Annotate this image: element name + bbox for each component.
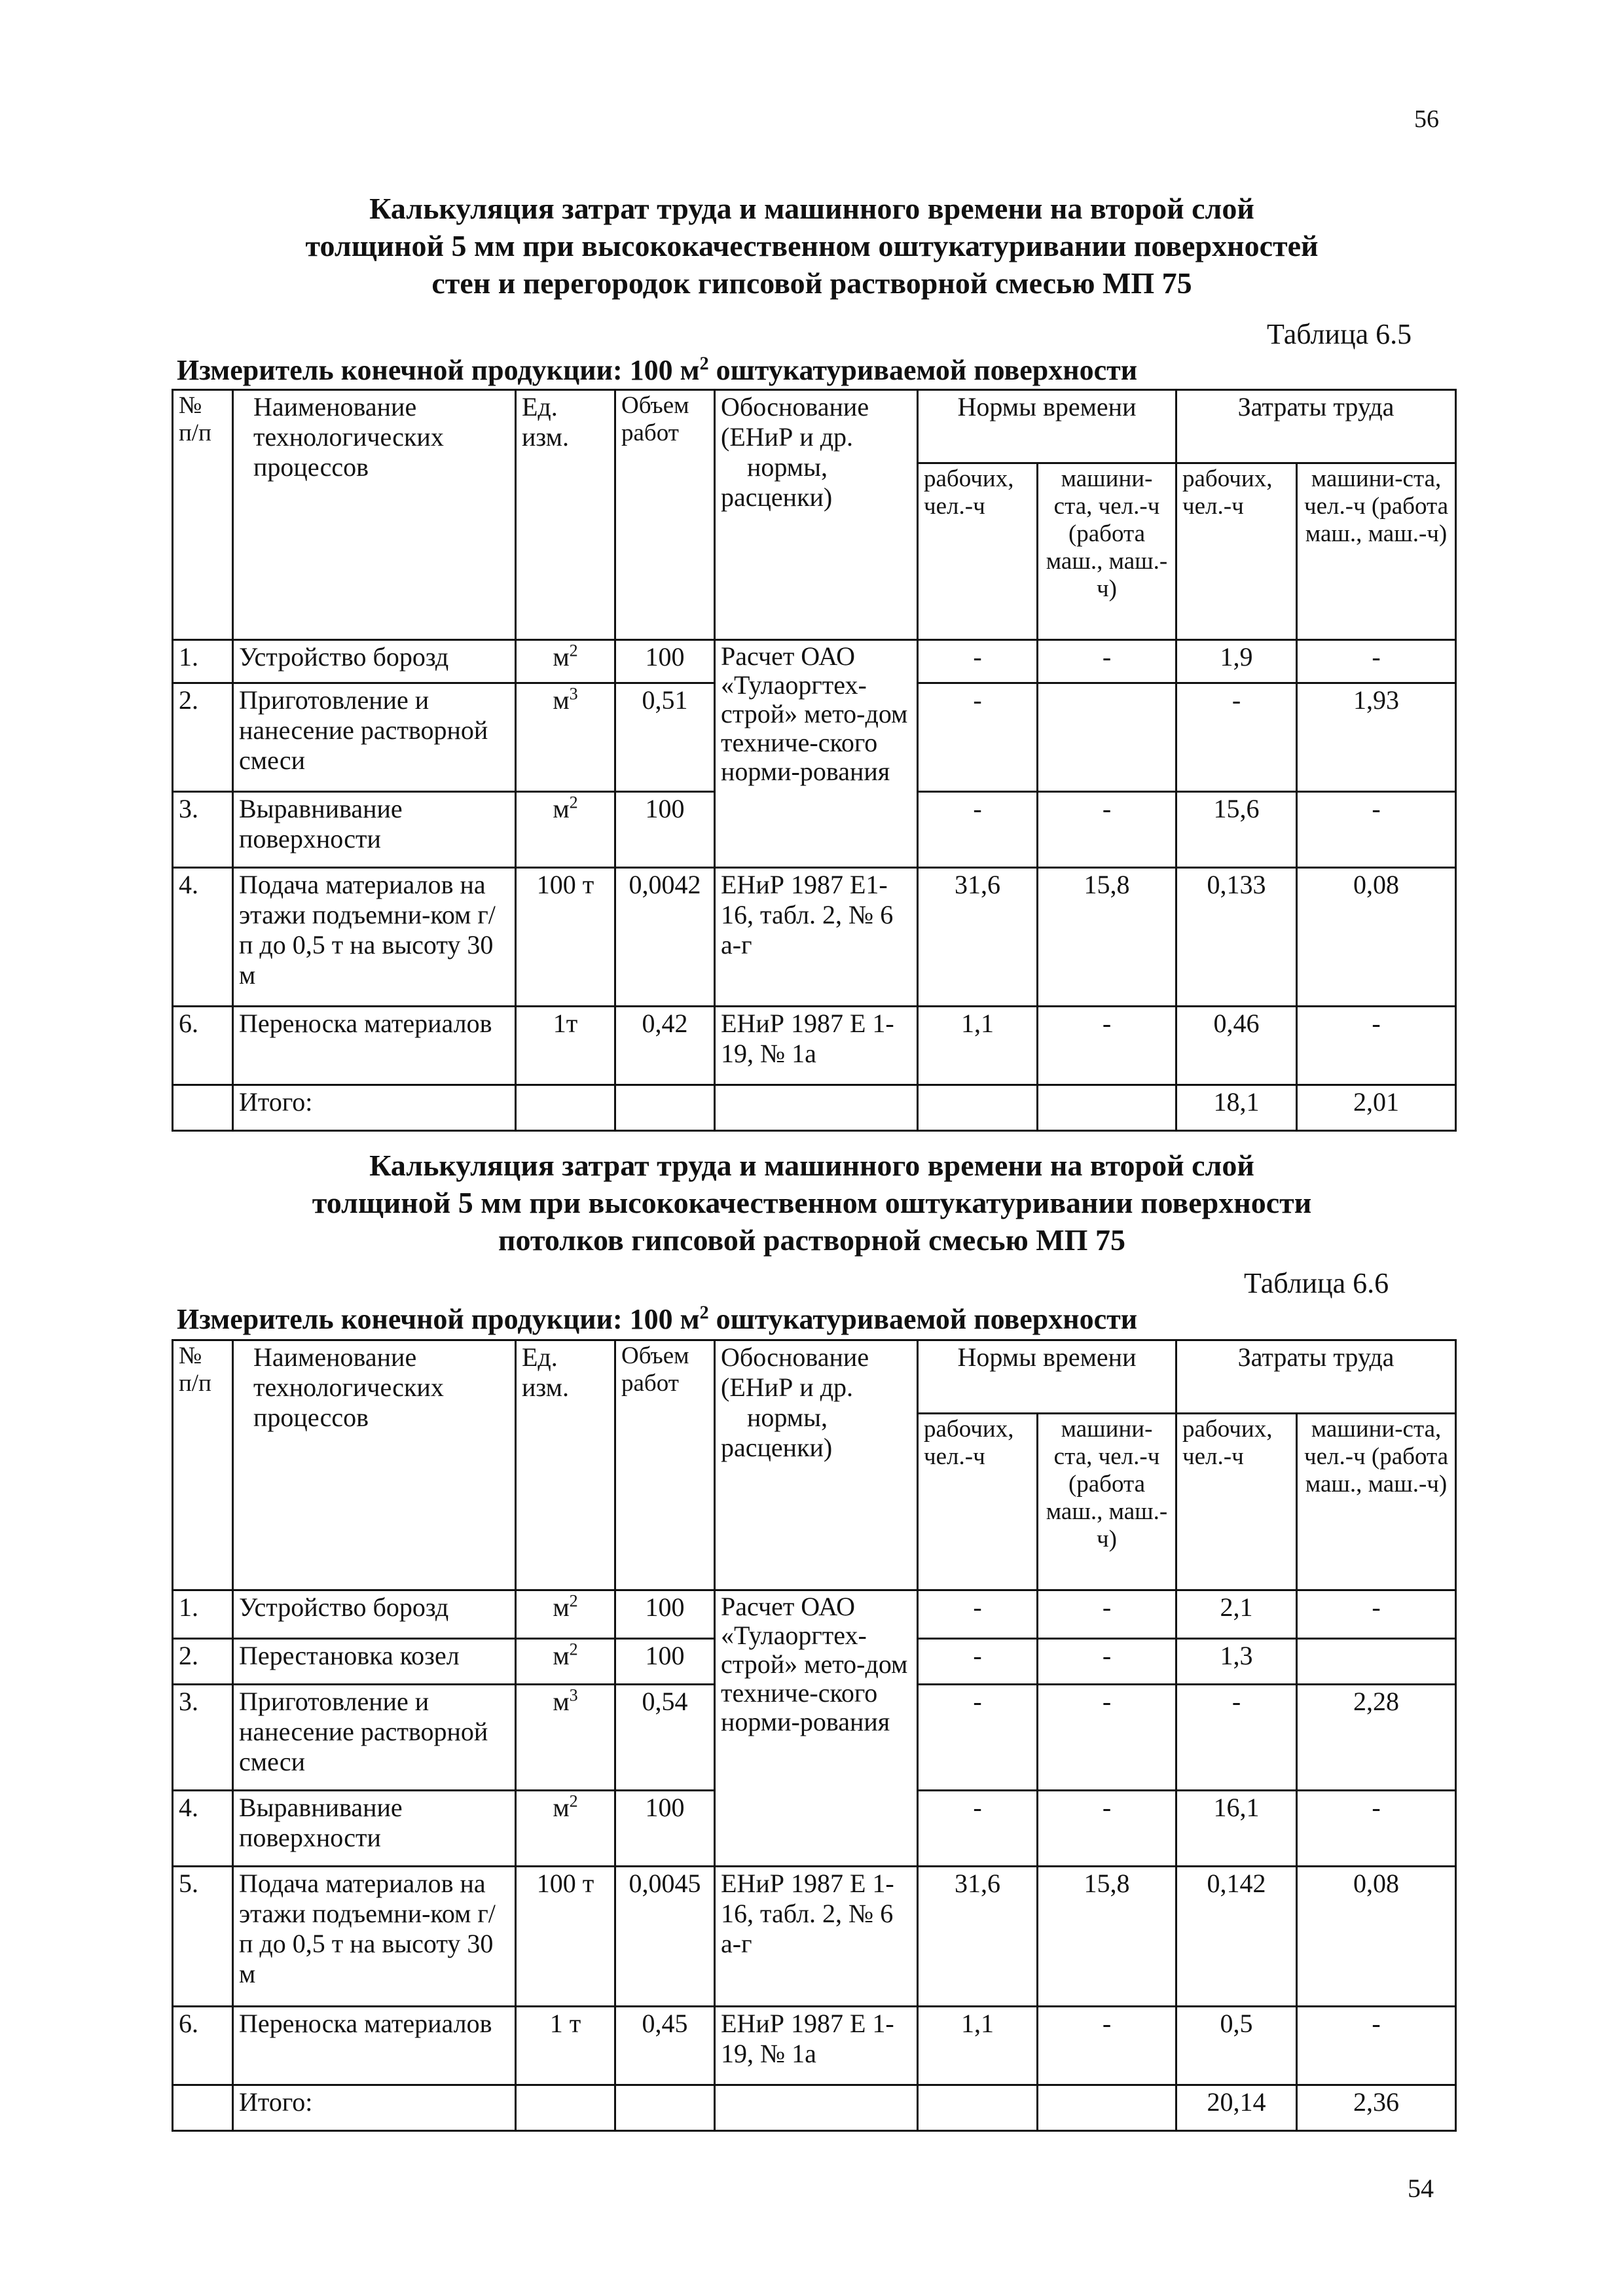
- total-empty: [1038, 2085, 1176, 2131]
- table1-measure: [177, 353, 1137, 387]
- row-unit: [516, 1590, 615, 1639]
- row-basis-shared: Расчет ОАО «Тулаоргтех-строй» мето-дом техниче-ского норми-рования: [715, 1590, 918, 1867]
- unit-sup: 2: [569, 1640, 578, 1659]
- header-basis: [715, 1340, 918, 1590]
- row-norm-machinists: -: [1038, 2007, 1176, 2085]
- row-num: 6.: [173, 2007, 233, 2085]
- measure-text: Измеритель конечной продукции: 100 м: [177, 354, 700, 386]
- header-num: № п/п: [173, 390, 233, 640]
- total-empty: [715, 1085, 918, 1131]
- table2: [172, 1339, 1457, 2132]
- header-costs: Затраты труда: [1176, 390, 1456, 463]
- table-row: [173, 868, 1456, 1007]
- row-num: 6.: [173, 1007, 233, 1085]
- total-empty: [615, 2085, 715, 2131]
- row-cost-workers: 0,46: [1176, 1007, 1297, 1085]
- header-basis-line: (ЕНиР и др.: [721, 422, 854, 452]
- table2-title-line: Калькуляция затрат труда и машинного времени на второй слой: [369, 1149, 1254, 1182]
- table1-title-line: Калькуляция затрат труда и машинного времени на второй слой: [369, 192, 1254, 225]
- row-name: Переноска материалов: [233, 1007, 516, 1085]
- total-row: [173, 1085, 1456, 1131]
- row-name: Подача материалов на этажи подъемни-ком г/п до 0,5 т на высоту 30 м: [233, 1867, 516, 2007]
- row-cost-workers: 0,5: [1176, 2007, 1297, 2085]
- row-basis: ЕНиР 1987 Е 1-19, № 1а: [715, 1007, 918, 1085]
- row-cost-machinists: [1297, 1639, 1456, 1685]
- header-norms: Нормы времени: [918, 390, 1176, 463]
- row-norm-machinists: -: [1038, 1791, 1176, 1867]
- header-costs: Затраты труда: [1176, 1340, 1456, 1414]
- table2-title-line: потолков гипсовой растворной смесью МП 75: [498, 1223, 1125, 1257]
- page-number-top: 56: [1414, 105, 1439, 133]
- total-empty: [918, 1085, 1038, 1131]
- measure-sup: 2: [699, 1302, 709, 1323]
- row-volume: 100: [615, 640, 715, 683]
- table1-label: Таблица 6.5: [1267, 318, 1412, 350]
- row-num: 1.: [173, 640, 233, 683]
- row-norm-machinists: -: [1038, 792, 1176, 868]
- unit-text: м: [553, 1592, 570, 1622]
- row-cost-workers: -: [1176, 1685, 1297, 1791]
- total-label: Итого:: [233, 1085, 516, 1131]
- measure-sup: 2: [699, 353, 709, 374]
- row-cost-workers: 0,142: [1176, 1867, 1297, 2007]
- row-volume: 100: [615, 1791, 715, 1867]
- row-cost-machinists: 0,08: [1297, 868, 1456, 1007]
- unit-text: м: [553, 794, 570, 823]
- row-unit: 100 т: [516, 868, 615, 1007]
- row-norm-workers: -: [918, 1590, 1038, 1639]
- row-name: Подача материалов на этажи подъемни-ком г/п до 0,5 т на высоту 30 м: [233, 868, 516, 1007]
- row-basis-shared: Расчет ОАО «Тулаоргтех-строй» мето-дом техниче-ского норми-рования: [715, 640, 918, 868]
- row-basis: ЕНиР 1987 Е1-16, табл. 2, № 6 а-г: [715, 868, 918, 1007]
- row-volume: 0,54: [615, 1685, 715, 1791]
- row-norm-machinists: -: [1038, 1685, 1176, 1791]
- header-basis-line: (ЕНиР и др.: [721, 1372, 854, 1402]
- row-norm-machinists: -: [1038, 1007, 1176, 1085]
- row-norm-workers: 1,1: [918, 2007, 1038, 2085]
- row-volume: 0,51: [615, 683, 715, 792]
- row-cost-machinists: -: [1297, 2007, 1456, 2085]
- header-volume: Объем работ: [615, 390, 715, 640]
- header-num: № п/п: [173, 1340, 233, 1590]
- unit-sup: 2: [569, 1791, 578, 1811]
- row-cost-machinists: -: [1297, 792, 1456, 868]
- measure-text: оштукатуриваемой поверхности: [708, 354, 1138, 386]
- row-norm-machinists: 15,8: [1038, 1867, 1176, 2007]
- row-cost-machinists: -: [1297, 1007, 1456, 1085]
- header-cost-machinists: машини-ста, чел.-ч (работа маш., маш.-ч): [1297, 1414, 1456, 1590]
- row-norm-machinists: -: [1038, 640, 1176, 683]
- total-empty: [715, 2085, 918, 2131]
- table-row: [173, 1007, 1456, 1085]
- total-cost-workers: 20,14: [1176, 2085, 1297, 2131]
- row-cost-workers: 0,133: [1176, 868, 1297, 1007]
- row-name: Выравнивание поверхности: [233, 1791, 516, 1867]
- unit-sup: 2: [569, 641, 578, 660]
- table1: [172, 389, 1457, 1132]
- row-unit: [516, 683, 615, 792]
- header-basis: [715, 390, 918, 640]
- table2-measure: [177, 1302, 1137, 1336]
- row-cost-machinists: 1,93: [1297, 683, 1456, 792]
- row-norm-workers: -: [918, 1791, 1038, 1867]
- row-unit: [516, 640, 615, 683]
- total-row: [173, 2085, 1456, 2131]
- row-cost-workers: 2,1: [1176, 1590, 1297, 1639]
- table-row: [173, 1590, 1456, 1639]
- row-cost-workers: -: [1176, 683, 1297, 792]
- header-norm-workers: рабочих, чел.-ч: [918, 1414, 1038, 1590]
- unit-text: м: [553, 1793, 570, 1822]
- row-volume: 0,42: [615, 1007, 715, 1085]
- row-unit: 1т: [516, 1007, 615, 1085]
- table2-label: Таблица 6.6: [1244, 1267, 1389, 1299]
- unit-sup: 2: [569, 1591, 578, 1611]
- header-norm-machinists: машини-ста, чел.-ч (работа маш., маш.-ч): [1038, 463, 1176, 640]
- row-name: Выравнивание поверхности: [233, 792, 516, 868]
- table1-title-line: толщиной 5 мм при высококачественном оштукатуривании поверхностей: [305, 229, 1319, 262]
- row-norm-workers: -: [918, 640, 1038, 683]
- table1-title-line: стен и перегородок гипсовой растворной смесью МП 75: [431, 266, 1192, 300]
- row-norm-machinists: -: [1038, 1639, 1176, 1685]
- row-num: 4.: [173, 1791, 233, 1867]
- row-volume: 0,45: [615, 2007, 715, 2085]
- row-cost-workers: 1,9: [1176, 640, 1297, 683]
- row-volume: 0,0045: [615, 1867, 715, 2007]
- measure-text: Измеритель конечной продукции: 100 м: [177, 1303, 700, 1335]
- row-name: Перестановка козел: [233, 1639, 516, 1685]
- row-basis: ЕНиР 1987 Е 1-16, табл. 2, № 6 а-г: [715, 1867, 918, 2007]
- header-cost-workers: рабочих, чел.-ч: [1176, 463, 1297, 640]
- row-norm-workers: 1,1: [918, 1007, 1038, 1085]
- row-cost-workers: 15,6: [1176, 792, 1297, 868]
- unit-sup: 3: [569, 684, 578, 704]
- unit-text: м: [553, 642, 570, 672]
- row-unit: 1 т: [516, 2007, 615, 2085]
- row-name: Приготовление и нанесение растворной смеси: [233, 1685, 516, 1791]
- row-unit: [516, 1791, 615, 1867]
- row-norm-workers: 31,6: [918, 868, 1038, 1007]
- row-cost-machinists: 0,08: [1297, 1867, 1456, 2007]
- table2-title: [131, 1147, 1493, 1259]
- row-cost-workers: 1,3: [1176, 1639, 1297, 1685]
- header-norm-machinists: машини-ста, чел.-ч (работа маш., маш.-ч): [1038, 1414, 1176, 1590]
- row-num: 1.: [173, 1590, 233, 1639]
- header-unit: Ед. изм.: [516, 390, 615, 640]
- table-row: [173, 1867, 1456, 2007]
- header-norms: Нормы времени: [918, 1340, 1176, 1414]
- total-cost-machinists: 2,36: [1297, 2085, 1456, 2131]
- header-volume: Объем работ: [615, 1340, 715, 1590]
- row-volume: 100: [615, 1590, 715, 1639]
- row-norm-workers: -: [918, 1685, 1038, 1791]
- header-basis-line: нормы,: [747, 452, 828, 482]
- total-label: Итого:: [233, 2085, 516, 2131]
- header-cost-machinists: машини-ста, чел.-ч (работа маш., маш.-ч): [1297, 463, 1456, 640]
- total-empty: [516, 2085, 615, 2131]
- table-row: [173, 2007, 1456, 2085]
- row-basis: ЕНиР 1987 Е 1-19, № 1а: [715, 2007, 918, 2085]
- row-norm-workers: -: [918, 792, 1038, 868]
- total-empty: [918, 2085, 1038, 2131]
- row-cost-machinists: -: [1297, 640, 1456, 683]
- row-name: Переноска материалов: [233, 2007, 516, 2085]
- row-norm-workers: 31,6: [918, 1867, 1038, 2007]
- unit-text: м: [553, 685, 570, 715]
- unit-text: м: [553, 1641, 570, 1670]
- header-basis-line: Обоснование: [721, 392, 869, 422]
- row-norm-machinists: [1038, 683, 1176, 792]
- total-empty: [516, 1085, 615, 1131]
- row-norm-machinists: -: [1038, 1590, 1176, 1639]
- row-num: 4.: [173, 868, 233, 1007]
- row-volume: 100: [615, 792, 715, 868]
- row-volume: 0,0042: [615, 868, 715, 1007]
- total-cost-machinists: 2,01: [1297, 1085, 1456, 1131]
- header-basis-line: расценки): [721, 482, 833, 512]
- row-unit: 100 т: [516, 1867, 615, 2007]
- unit-sup: 3: [569, 1685, 578, 1705]
- row-unit: [516, 792, 615, 868]
- row-norm-workers: -: [918, 1639, 1038, 1685]
- row-num: 5.: [173, 1867, 233, 2007]
- row-name: Приготовление и нанесение растворной смеси: [233, 683, 516, 792]
- row-name: Устройство борозд: [233, 1590, 516, 1639]
- page-number-bottom: 54: [1408, 2174, 1434, 2203]
- table1-title: [131, 190, 1493, 302]
- row-num: 3.: [173, 792, 233, 868]
- row-num: 2.: [173, 1639, 233, 1685]
- header-norm-workers: рабочих, чел.-ч: [918, 463, 1038, 640]
- row-unit: [516, 1685, 615, 1791]
- total-empty: [173, 2085, 233, 2131]
- row-unit: [516, 1639, 615, 1685]
- table2-title-line: толщиной 5 мм при высококачественном оштукатуривании поверхности: [312, 1186, 1312, 1219]
- total-cost-workers: 18,1: [1176, 1085, 1297, 1131]
- row-cost-machinists: 2,28: [1297, 1685, 1456, 1791]
- row-cost-workers: 16,1: [1176, 1791, 1297, 1867]
- row-volume: 100: [615, 1639, 715, 1685]
- row-num: 2.: [173, 683, 233, 792]
- unit-sup: 2: [569, 793, 578, 812]
- header-basis-line: Обоснование: [721, 1342, 869, 1372]
- header-name: Наименование технологических процессов: [233, 390, 516, 640]
- header-unit: Ед. изм.: [516, 1340, 615, 1590]
- row-name: Устройство борозд: [233, 640, 516, 683]
- row-norm-machinists: 15,8: [1038, 868, 1176, 1007]
- row-cost-machinists: -: [1297, 1791, 1456, 1867]
- row-norm-workers: -: [918, 683, 1038, 792]
- unit-text: м: [553, 1687, 570, 1716]
- measure-text: оштукатуриваемой поверхности: [708, 1303, 1138, 1335]
- row-cost-machinists: -: [1297, 1590, 1456, 1639]
- table-row: [173, 640, 1456, 683]
- row-num: 3.: [173, 1685, 233, 1791]
- header-basis-line: нормы,: [747, 1403, 828, 1432]
- total-empty: [173, 1085, 233, 1131]
- header-cost-workers: рабочих, чел.-ч: [1176, 1414, 1297, 1590]
- total-empty: [1038, 1085, 1176, 1131]
- header-name: Наименование технологических процессов: [233, 1340, 516, 1590]
- total-empty: [615, 1085, 715, 1131]
- header-basis-line: расценки): [721, 1433, 833, 1462]
